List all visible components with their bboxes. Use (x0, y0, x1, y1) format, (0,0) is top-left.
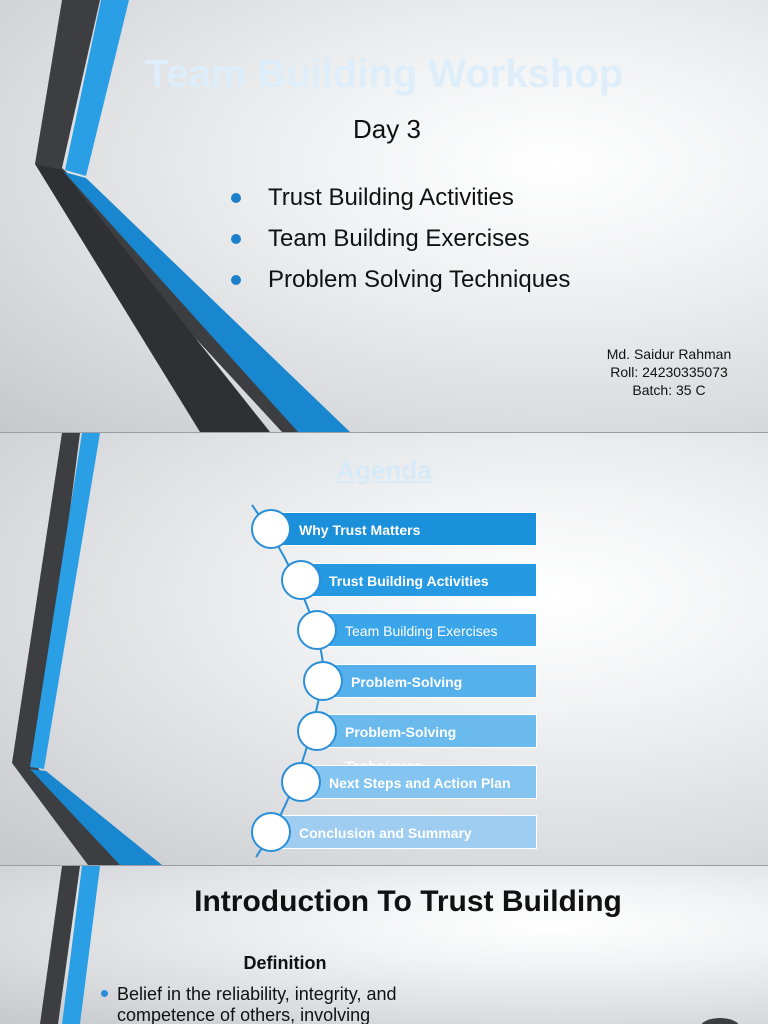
topic-item: Trust Building Activities (228, 183, 570, 224)
agenda-circle-icon (251, 812, 291, 852)
bullet-dot-icon (231, 234, 241, 244)
author-roll: Roll: 24230335073 (610, 364, 728, 380)
author-name: Md. Saidur Rahman (606, 346, 732, 362)
agenda-circle-icon (251, 509, 291, 549)
slide-3 (0, 866, 768, 1024)
author-info (590, 345, 748, 399)
agenda-item-team-exercises (0, 613, 537, 647)
slide-1 (0, 0, 768, 432)
slide-title: Introduction To Trust Building (194, 885, 622, 918)
agenda-circle-icon (303, 661, 343, 701)
agenda-bar: Team Building Exercises (321, 613, 537, 647)
topic-item: Team Building Exercises (228, 224, 570, 265)
agenda-bar: Problem-Solving (327, 664, 537, 698)
agenda-bar: Why Trust Matters (275, 512, 537, 546)
slide-title: Team Building Workshop (144, 52, 624, 96)
topic-list (228, 183, 570, 306)
author-batch: Batch: 35 C (632, 382, 706, 398)
bullet-dot-icon (231, 275, 241, 285)
topic-item: Problem Solving Techniques (228, 265, 570, 306)
definition-list (99, 984, 429, 1024)
agenda-circle-icon (297, 610, 337, 650)
agenda-circle-icon (297, 711, 337, 751)
agenda-bar: Conclusion and Summary (275, 815, 537, 849)
agenda-circle-icon (281, 762, 321, 802)
agenda-bar: Problem-Solving (321, 714, 537, 748)
agenda-circle-icon (281, 560, 321, 600)
bullet-dot-icon (231, 193, 241, 203)
slide-title: Agenda (336, 455, 432, 485)
agenda-connector-curve (0, 433, 768, 865)
agenda-item-conclusion (0, 815, 537, 849)
agenda-item-trust-activities (0, 563, 537, 597)
slide-subtitle-day: Day 3 (353, 114, 421, 144)
slide-2 (0, 433, 768, 865)
bullet-dot-icon (101, 990, 108, 997)
agenda-item-why-trust (0, 512, 537, 546)
agenda-bar: Next Steps and Action Plan (305, 765, 537, 799)
agenda-bar: Trust Building Activities (305, 563, 537, 597)
agenda-item-problem-solving-techniques (0, 714, 537, 748)
definition-item: Belief in the reliability, integrity, and competence of others, involving (99, 984, 429, 1024)
agenda-item-problem-solving (0, 664, 537, 698)
agenda-item-next-steps (0, 765, 537, 799)
section-heading: Definition (243, 953, 327, 973)
